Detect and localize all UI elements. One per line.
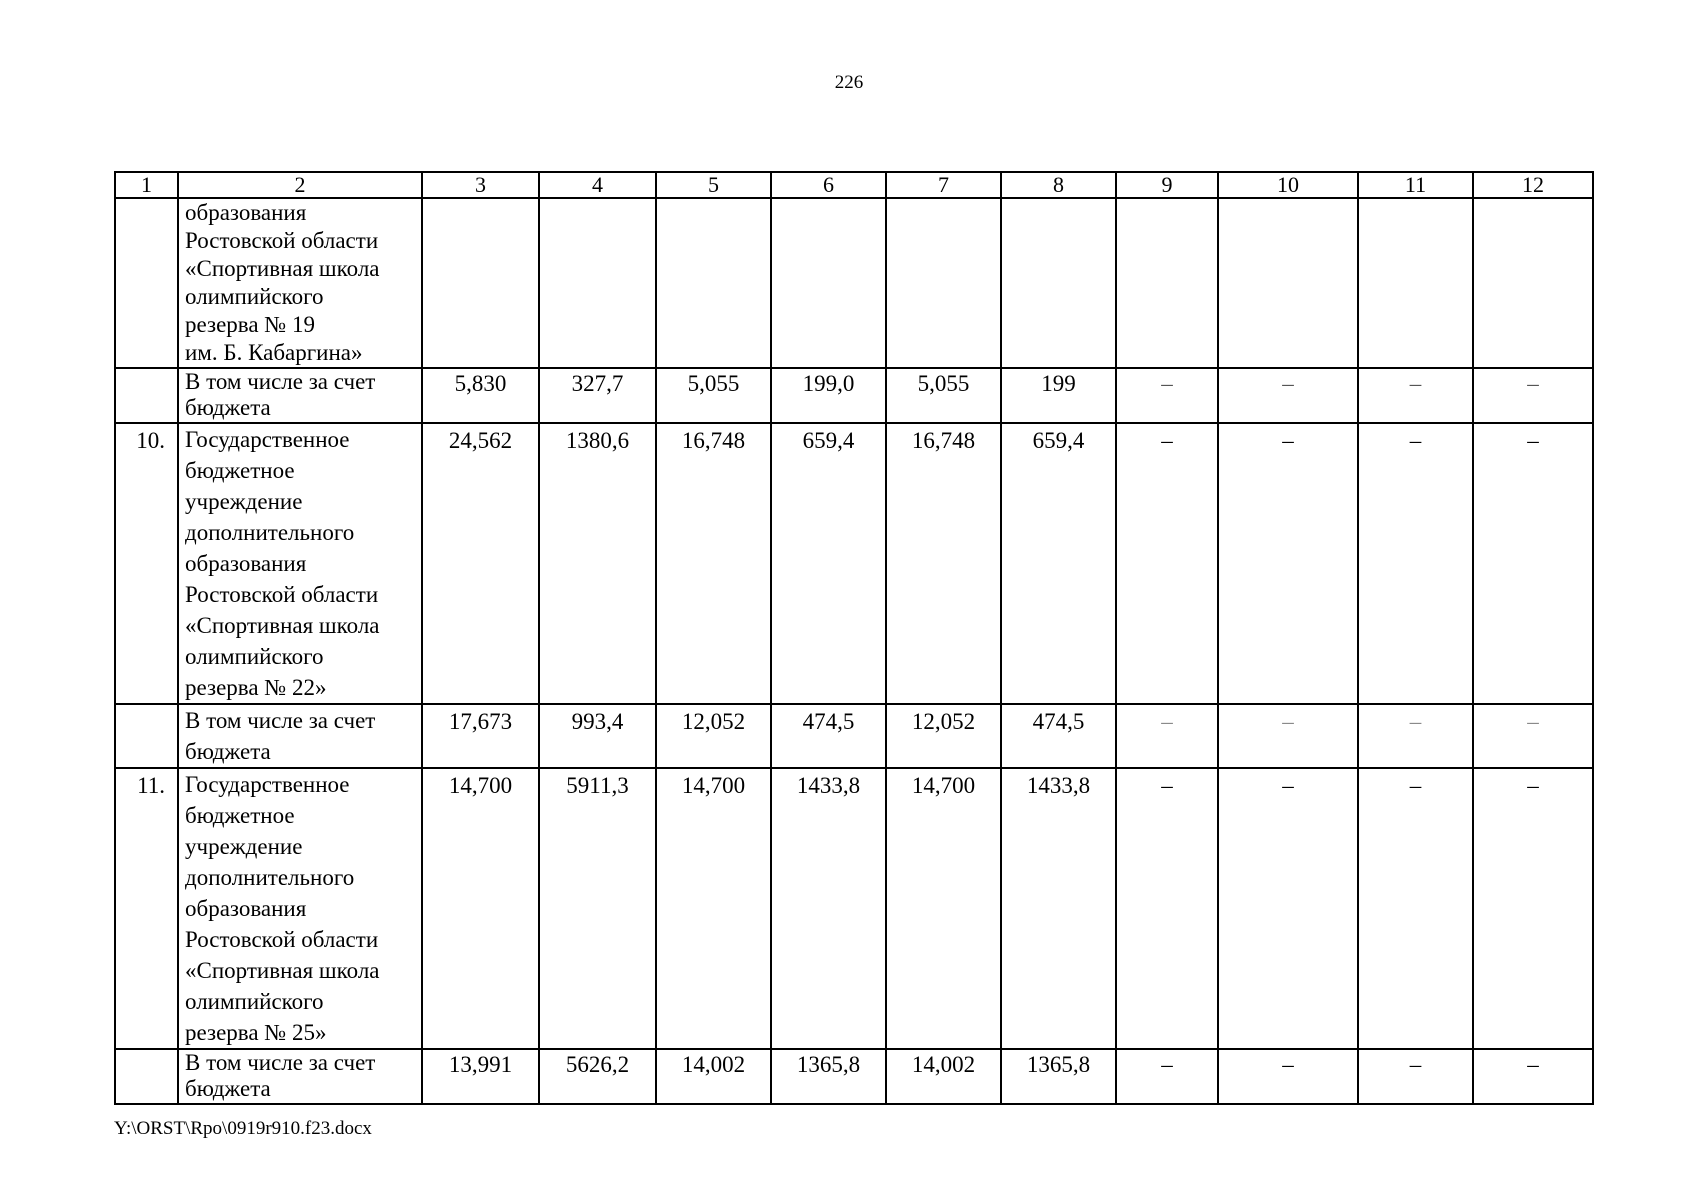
table-cell: –	[1116, 768, 1218, 1049]
table-cell: –	[1218, 768, 1358, 1049]
table-cell: 474,5	[771, 704, 886, 768]
table-cell: –	[1358, 704, 1473, 768]
table-cell: –	[1473, 423, 1593, 704]
column-header: 4	[539, 172, 656, 198]
column-header: 7	[886, 172, 1001, 198]
table-cell	[771, 198, 886, 368]
table-cell: 5,055	[656, 368, 771, 423]
column-header: 9	[1116, 172, 1218, 198]
table-cell	[1358, 198, 1473, 368]
row-index	[115, 368, 178, 423]
table-cell: 5911,3	[539, 768, 656, 1049]
table-cell: 199	[1001, 368, 1116, 423]
table-cell	[886, 198, 1001, 368]
table-cell: –	[1358, 423, 1473, 704]
institution-name: В том числе за счет бюджета	[178, 368, 422, 423]
institution-name: В том числе за счет бюджета	[178, 1049, 422, 1104]
table-cell: 12,052	[656, 704, 771, 768]
column-header: 10	[1218, 172, 1358, 198]
table-cell: 24,562	[422, 423, 539, 704]
column-header: 2	[178, 172, 422, 198]
table-cell: –	[1218, 368, 1358, 423]
table-row	[115, 198, 1593, 368]
table-cell: 14,002	[886, 1049, 1001, 1104]
table-cell: 1380,6	[539, 423, 656, 704]
table-cell	[1218, 198, 1358, 368]
table-row	[115, 368, 1593, 423]
table-cell: –	[1218, 704, 1358, 768]
table-cell: –	[1116, 423, 1218, 704]
institution-name: Государственное бюджетное учреждение дополнительного образования Ростовской области «Спортивная школа олимпийского резерва № 25»	[178, 768, 422, 1049]
table-cell	[422, 198, 539, 368]
table-cell: 5626,2	[539, 1049, 656, 1104]
table-cell: 659,4	[771, 423, 886, 704]
table-cell: 1365,8	[771, 1049, 886, 1104]
table-cell: –	[1218, 1049, 1358, 1104]
table-cell: 14,700	[656, 768, 771, 1049]
table-cell: –	[1358, 368, 1473, 423]
table-cell: 17,673	[422, 704, 539, 768]
table-cell: –	[1473, 704, 1593, 768]
table-cell: –	[1473, 368, 1593, 423]
table-cell: 16,748	[656, 423, 771, 704]
institution-name: Государственное бюджетное учреждение дополнительного образования Ростовской области «Спортивная школа олимпийского резерва № 22»	[178, 423, 422, 704]
table-cell: 1433,8	[771, 768, 886, 1049]
table-cell: 14,002	[656, 1049, 771, 1104]
row-index	[115, 198, 178, 368]
row-index	[115, 704, 178, 768]
row-index	[115, 1049, 178, 1104]
table-cell: 1433,8	[1001, 768, 1116, 1049]
column-header: 1	[115, 172, 178, 198]
institution-name: образования Ростовской области «Спортивная школа олимпийского резерва № 19 им. Б. Кабаргина»	[178, 198, 422, 368]
table-row	[115, 423, 1593, 704]
table-cell	[1001, 198, 1116, 368]
table-cell: 199,0	[771, 368, 886, 423]
table-cell: –	[1473, 768, 1593, 1049]
table-cell: –	[1116, 704, 1218, 768]
table-cell: 5,830	[422, 368, 539, 423]
table-row	[115, 1049, 1593, 1104]
table-cell: –	[1116, 368, 1218, 423]
table-cell: –	[1218, 423, 1358, 704]
table-cell: –	[1116, 1049, 1218, 1104]
table-cell	[1473, 198, 1593, 368]
table-cell	[539, 198, 656, 368]
table-row	[115, 768, 1593, 1049]
data-table	[114, 171, 1594, 1105]
table-cell: –	[1358, 768, 1473, 1049]
table-cell: 327,7	[539, 368, 656, 423]
table-cell: 16,748	[886, 423, 1001, 704]
table-cell: 12,052	[886, 704, 1001, 768]
column-header: 8	[1001, 172, 1116, 198]
column-header: 11	[1358, 172, 1473, 198]
document-file-path: Y:\ORST\Rpo\0919r910.f23.docx	[114, 1118, 372, 1139]
table-cell: 14,700	[422, 768, 539, 1049]
table-cell: 13,991	[422, 1049, 539, 1104]
table-cell: 14,700	[886, 768, 1001, 1049]
table-cell	[1116, 198, 1218, 368]
table-cell: 1365,8	[1001, 1049, 1116, 1104]
row-index: 11.	[115, 768, 178, 1049]
column-header: 12	[1473, 172, 1593, 198]
table-header-row	[115, 172, 1593, 198]
institution-name: В том числе за счет бюджета	[178, 704, 422, 768]
row-index: 10.	[115, 423, 178, 704]
page-number: 226	[834, 72, 864, 93]
table-cell: 5,055	[886, 368, 1001, 423]
table-row	[115, 704, 1593, 768]
column-header: 6	[771, 172, 886, 198]
table-cell: 659,4	[1001, 423, 1116, 704]
column-header: 3	[422, 172, 539, 198]
column-header: 5	[656, 172, 771, 198]
table-cell	[656, 198, 771, 368]
table-cell: –	[1473, 1049, 1593, 1104]
table-cell: –	[1358, 1049, 1473, 1104]
table-cell: 993,4	[539, 704, 656, 768]
table-cell: 474,5	[1001, 704, 1116, 768]
